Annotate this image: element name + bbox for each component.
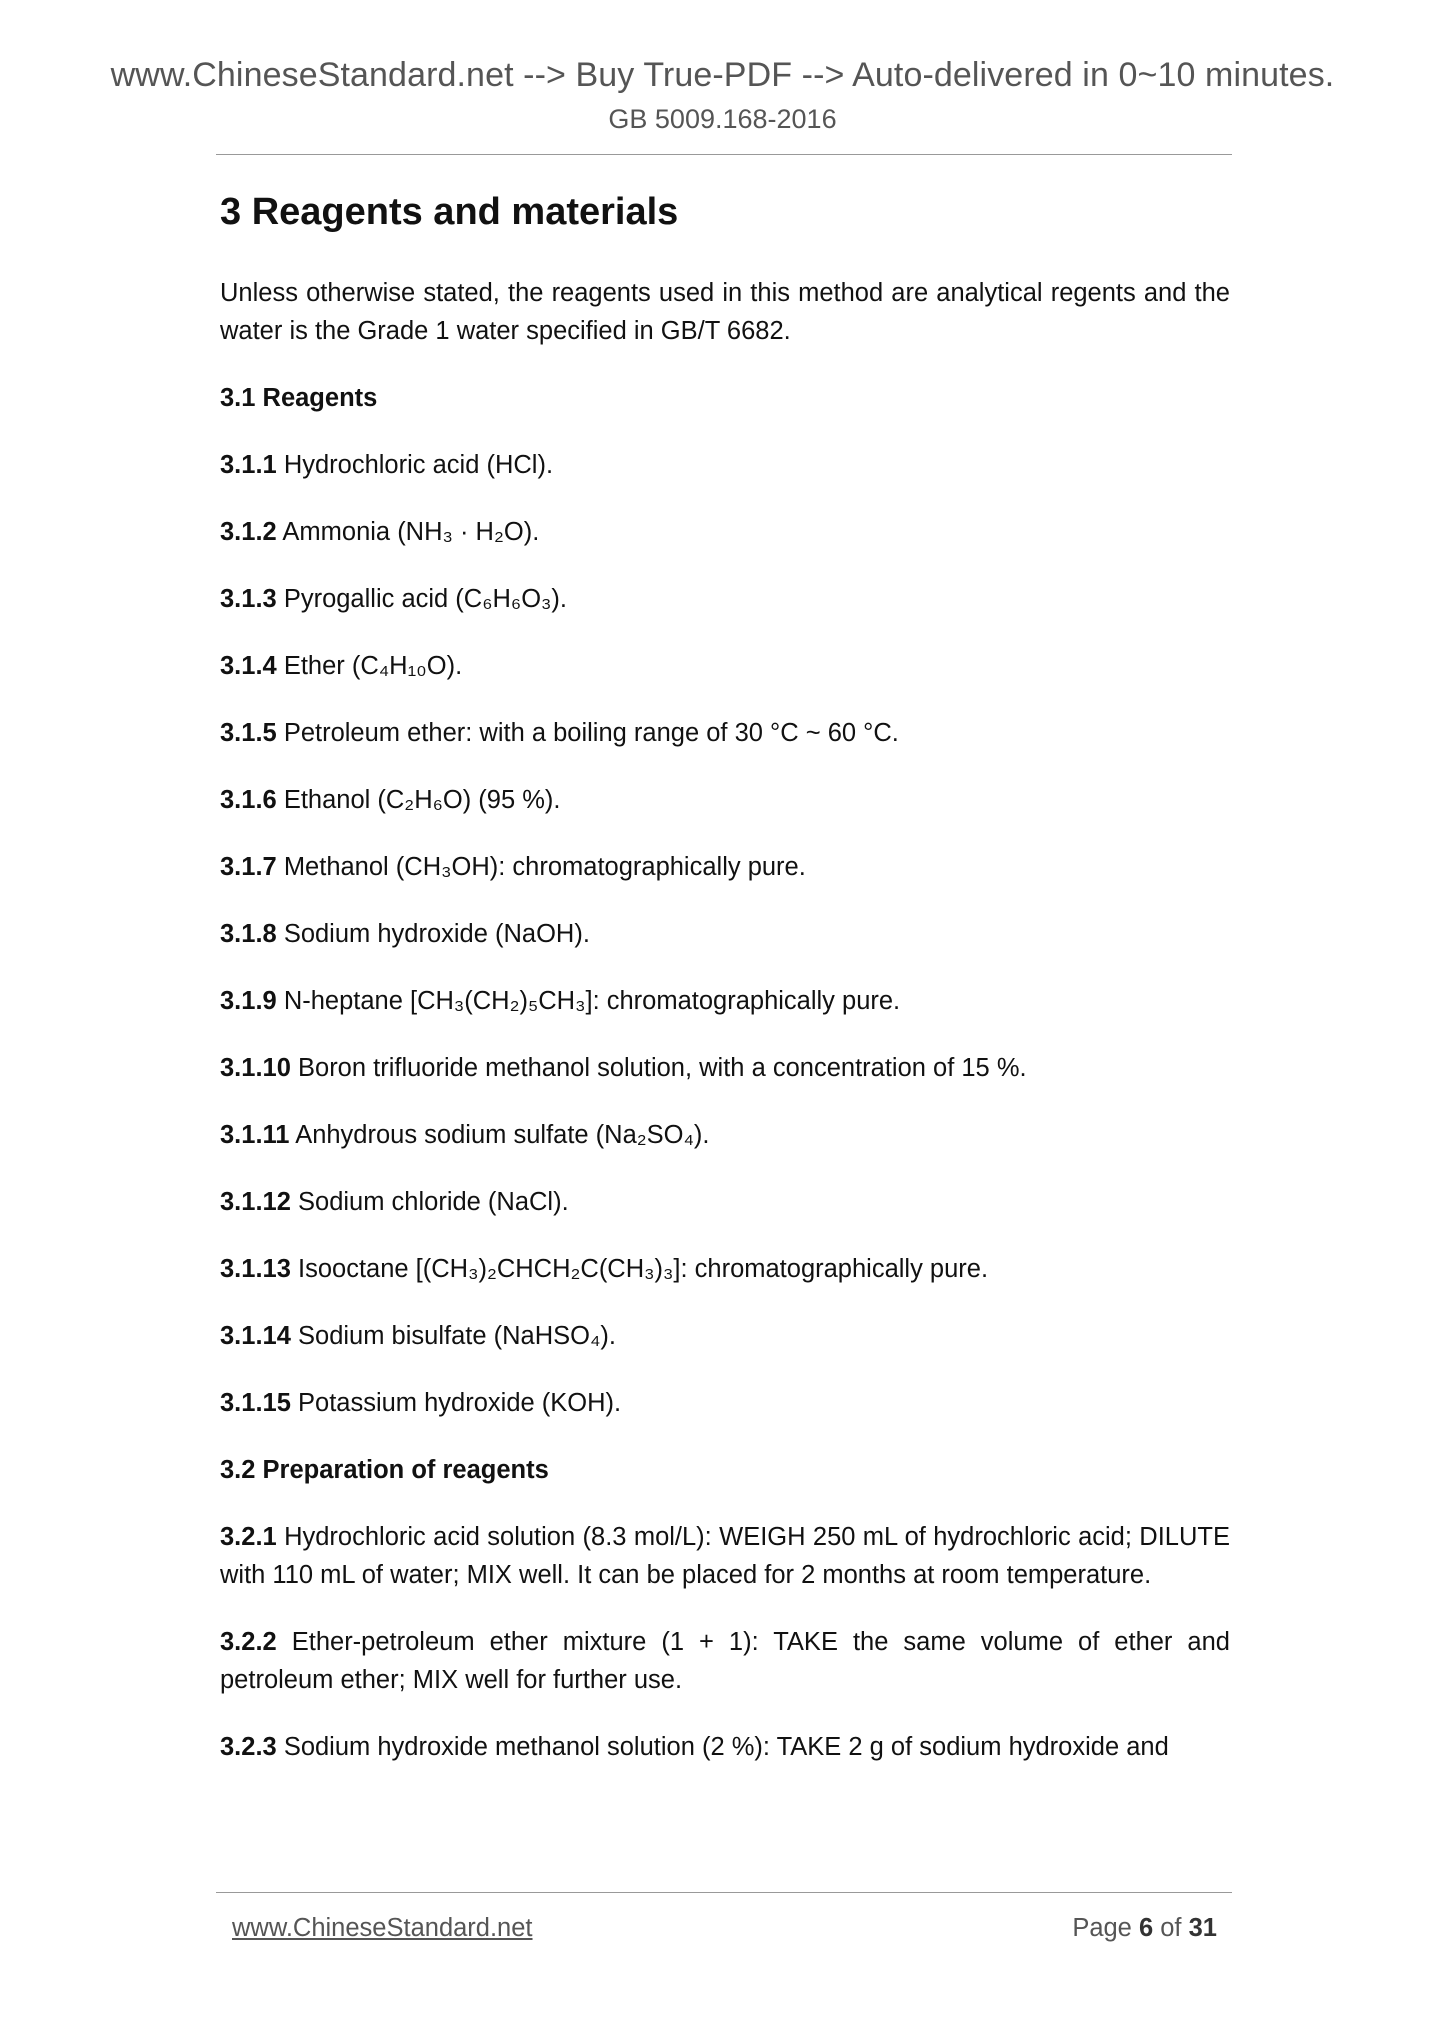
item-number: 3.2.2: [220, 1627, 277, 1656]
item-text: Sodium hydroxide (NaOH).: [283, 919, 590, 948]
page-label: Page: [1072, 1914, 1132, 1942]
item-text: Petroleum ether: with a boiling range of 30 °C ~ 60 °C.: [283, 718, 899, 747]
item-number: 3.2.1: [220, 1522, 277, 1551]
preparation-item: [220, 1728, 1230, 1766]
item-number: 3.1.3: [220, 584, 277, 613]
item-number: 3.1.11: [220, 1120, 290, 1149]
reagent-item: [220, 781, 1230, 819]
reagents-heading: 3.1 Reagents: [220, 383, 378, 412]
item-number: 3.1.14: [220, 1321, 291, 1350]
preparation-heading: 3.2 Preparation of reagents: [220, 1455, 549, 1484]
reagent-item: [220, 848, 1230, 886]
reagent-item: [220, 1317, 1230, 1355]
reagent-item: [220, 446, 1230, 484]
page-body: [220, 190, 1230, 1795]
section-intro: Unless otherwise stated, the reagents used in this method are analytical regents and the water is the Grade 1 water specified in GB/T 6682.: [220, 278, 1230, 345]
item-number: 3.1.13: [220, 1254, 291, 1283]
item-number: 3.2.3: [220, 1732, 277, 1761]
item-text: Methanol (CH₃OH): chromatographically pure.: [283, 852, 806, 881]
footer-site-link[interactable]: www.ChineseStandard.net: [232, 1914, 533, 1942]
item-text: Hydrochloric acid (HCl).: [283, 450, 554, 479]
item-text: Sodium bisulfate (NaHSO₄).: [298, 1321, 616, 1350]
item-text: Potassium hydroxide (KOH).: [298, 1388, 622, 1417]
item-number: 3.1.4: [220, 651, 277, 680]
item-text: Boron trifluoride methanol solution, with a concentration of 15 %.: [298, 1053, 1027, 1082]
item-text: Pyrogallic acid (C₆H₆O₃).: [283, 584, 567, 613]
reagent-item: [220, 714, 1230, 752]
item-text: N-heptane [CH₃(CH₂)₅CH₃]: chromatographically pure.: [283, 986, 901, 1015]
reagent-item: [220, 513, 1230, 551]
item-text: Anhydrous sodium sulfate (Na₂SO₄).: [295, 1120, 710, 1149]
reagent-item: [220, 580, 1230, 618]
section-title: 3 Reagents and materials: [220, 191, 679, 233]
preparation-item: [220, 1623, 1230, 1699]
page-number: [1072, 1914, 1217, 1943]
item-number: 3.1.15: [220, 1388, 291, 1417]
reagent-item: [220, 1384, 1230, 1422]
reagent-item: [220, 1183, 1230, 1221]
header-banner: www.ChineseStandard.net --> Buy True-PDF --> Auto-delivered in 0~10 minutes.: [110, 56, 1335, 94]
reagent-item: [220, 1049, 1230, 1087]
item-number: 3.1.7: [220, 852, 277, 881]
item-text: Sodium chloride (NaCl).: [298, 1187, 569, 1216]
item-number: 3.1.9: [220, 986, 277, 1015]
item-text: Sodium hydroxide methanol solution (2 %): TAKE 2 g of sodium hydroxide and: [283, 1732, 1169, 1761]
reagent-item: [220, 1250, 1230, 1288]
item-number: 3.1.10: [220, 1053, 291, 1082]
item-text: Hydrochloric acid solution (8.3 mol/L): WEIGH 250 mL of hydrochloric acid; DILUTE with 110 mL of water; MIX well. It can be placed for 2 months at room temperature.: [220, 1522, 1230, 1589]
page-total: 31: [1188, 1914, 1217, 1942]
footer-divider: [216, 1892, 1232, 1893]
item-number: 3.1.5: [220, 718, 277, 747]
item-number: 3.1.6: [220, 785, 277, 814]
item-number: 3.1.2: [220, 517, 277, 546]
item-text: Ether-petroleum ether mixture (1 + 1): TAKE the same volume of ether and petroleum ether; MIX well for further use.: [220, 1627, 1230, 1694]
item-text: Isooctane [(CH₃)₂CHCH₂C(CH₃)₃]: chromatographically pure.: [298, 1254, 989, 1283]
item-number: 3.1.1: [220, 450, 277, 479]
item-text: Ammonia (NH₃ · H₂O).: [282, 517, 540, 546]
item-number: 3.1.8: [220, 919, 277, 948]
page-current: 6: [1138, 1914, 1154, 1942]
header-divider: [216, 154, 1232, 155]
item-text: Ethanol (C₂H₆O) (95 %).: [283, 785, 561, 814]
item-text: Ether (C₄H₁₀O).: [283, 651, 463, 680]
reagent-item: [220, 647, 1230, 685]
preparation-item: [220, 1518, 1230, 1594]
reagent-item: [220, 982, 1230, 1020]
page-of: of: [1160, 1914, 1182, 1942]
reagent-item: [220, 915, 1230, 953]
reagent-item: [220, 1116, 1230, 1154]
item-number: 3.1.12: [220, 1187, 291, 1216]
reagent-list: [220, 446, 1230, 1422]
preparation-list: [220, 1518, 1230, 1766]
standard-code: GB 5009.168-2016: [608, 104, 837, 134]
